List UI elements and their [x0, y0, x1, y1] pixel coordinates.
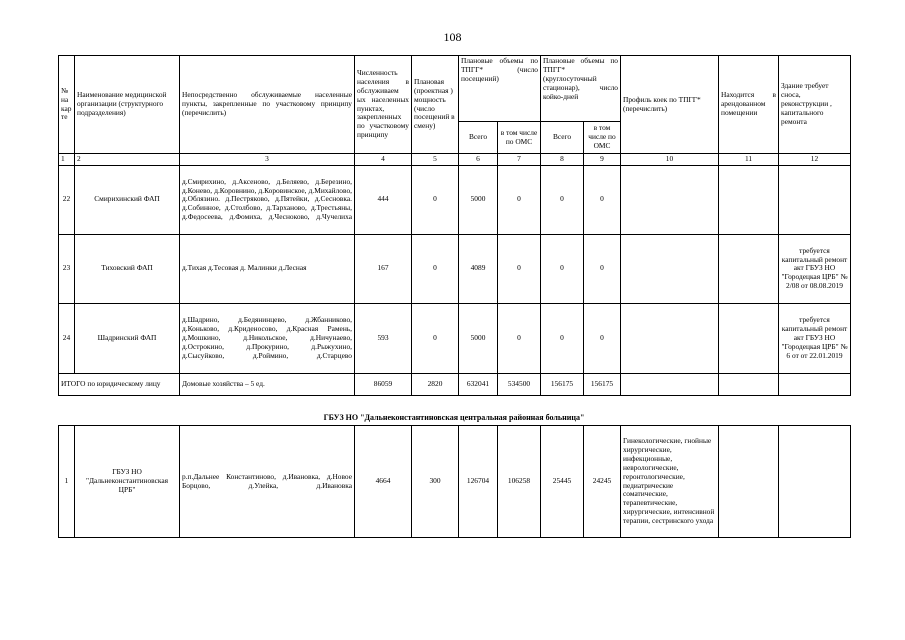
total-row — [59, 373, 851, 395]
header-col12: Здание требует сноса, реконструкции , капитального ремонта — [779, 56, 851, 154]
colnum: 1 — [59, 154, 75, 166]
row-num: 1 — [59, 426, 75, 538]
rented — [719, 303, 779, 373]
capacity: 0 — [412, 165, 459, 234]
header-col4: Численность населения в обслуживаем ых населенных пунктах, закрепленных по участковому принципу — [355, 56, 412, 154]
colnum: 9 — [584, 154, 621, 166]
capacity: 0 — [412, 303, 459, 373]
bed-profile — [621, 165, 719, 234]
visits-total: 126704 — [459, 426, 498, 538]
colnum: 10 — [621, 154, 719, 166]
total-visits: 632041 — [459, 373, 498, 395]
population: 4664 — [355, 426, 412, 538]
colnum: 4 — [355, 154, 412, 166]
facility-name: ГБУЗ НО "Дальнеконстантиновская ЦРБ" — [75, 426, 180, 538]
header-beds-total: Всего — [541, 122, 584, 154]
bed-profile: Гинекологические, гнойные хирургические, инфекционные, неврологические, геронтологические, педиатрические соматические, терапевтические, хирургические, интенсивной терапии, сестринского ухода — [621, 426, 719, 538]
facilities-table-2 — [58, 425, 851, 538]
facility-name: Шадринский ФАП — [75, 303, 180, 373]
beds-total: 0 — [541, 234, 584, 303]
bed-profile — [621, 234, 719, 303]
visits-oms: 0 — [498, 303, 541, 373]
settlements: д.Смирихино, д.Аксеново, д.Беляево, д.Березино, д.Конево, д.Коровнино, д.Коровинское, д.Михайлово, д.Облязино. д.Пестряково, д.Пятейки, д.Сесновка. д.Собинное, д.Столбово, д.Тарханово, д.Трестьяны, д.Федосеева, д.Фомиха, д.Чесноково, д.Чучелиха — [180, 165, 355, 234]
empty-cell — [779, 373, 851, 395]
total-label: ИТОГО по юридическому лицу — [59, 373, 180, 395]
table-row — [59, 165, 851, 234]
repair-status: требуется капитальный ремонт акт ГБУЗ НО "Городецкая ЦРБ" № 2/08 от 08.08.2019 — [779, 234, 851, 303]
population: 167 — [355, 234, 412, 303]
header-visits-total: Всего — [459, 122, 498, 154]
colnum: 7 — [498, 154, 541, 166]
capacity: 0 — [412, 234, 459, 303]
beds-oms: 24245 — [584, 426, 621, 538]
column-numbers-row — [59, 154, 851, 166]
total-points: Домовые хозяйства – 5 ед. — [180, 373, 355, 395]
facility-name: Смирихинский ФАП — [75, 165, 180, 234]
settlements: р.п.Дальнее Константиново, д.Ивановка, д.Новое Борцово, д.Улейка, д.Ивановка — [180, 426, 355, 538]
settlements: д.Тихая д.Тесовая д. Малинки д.Лесная — [180, 234, 355, 303]
facilities-table — [58, 55, 851, 396]
population: 593 — [355, 303, 412, 373]
total-beds: 156175 — [541, 373, 584, 395]
colnum: 2 — [75, 154, 180, 166]
table-row — [59, 234, 851, 303]
beds-total: 25445 — [541, 426, 584, 538]
row-num: 24 — [59, 303, 75, 373]
table-row — [59, 426, 851, 538]
header-col11: Находится в арендованном помещении — [719, 56, 779, 154]
colnum: 8 — [541, 154, 584, 166]
visits-total: 5000 — [459, 303, 498, 373]
colnum: 3 — [180, 154, 355, 166]
visits-oms: 0 — [498, 165, 541, 234]
header-col5: Плановая (проектная ) мощность (число посещений в смену) — [412, 56, 459, 154]
header-col1: № на кар те — [59, 56, 75, 154]
header-visits-oms: в том числе по ОМС — [498, 122, 541, 154]
visits-oms: 106258 — [498, 426, 541, 538]
table-row — [59, 303, 851, 373]
header-beds-oms: в том числе по ОМС — [584, 122, 621, 154]
facility-name: Тиховский ФАП — [75, 234, 180, 303]
capacity: 300 — [412, 426, 459, 538]
beds-oms: 0 — [584, 303, 621, 373]
beds-oms: 0 — [584, 165, 621, 234]
beds-total: 0 — [541, 165, 584, 234]
colnum: 5 — [412, 154, 459, 166]
header-col2: Наименование медицинской организации (структурного подразделения) — [75, 56, 180, 154]
header-col10: Профиль коек по ТПГГ* (перечислить) — [621, 56, 719, 154]
total-population: 86059 — [355, 373, 412, 395]
empty-cell — [719, 373, 779, 395]
rented — [719, 165, 779, 234]
total-visits-oms: 534500 — [498, 373, 541, 395]
visits-oms: 0 — [498, 234, 541, 303]
colnum: 12 — [779, 154, 851, 166]
settlements: д.Шадрино, д.Бедянинцево, д.Жбанниково, д.Коньково, д.Криденосово, д.Красная Рамень, д.Мошкино, д.Никольское, д.Ничунаево, д.Острокино, д.Прокурино, д.Рыжухино, д.Сысуйково, д.Роймино, д.Старцево — [180, 303, 355, 373]
visits-total: 5000 — [459, 165, 498, 234]
row-num: 23 — [59, 234, 75, 303]
header-col89: Плановые объемы по ТПГГ* (круглосуточный стационар), число койко-дней — [541, 56, 621, 122]
row-num: 22 — [59, 165, 75, 234]
repair-status: требуется капитальный ремонт акт ГБУЗ НО "Городецкая ЦРБ" № 6 от от 22.01.2019 — [779, 303, 851, 373]
header-col67: Плановые объемы по ТПГГ* (число посещений) — [459, 56, 541, 122]
visits-total: 4089 — [459, 234, 498, 303]
beds-oms: 0 — [584, 234, 621, 303]
beds-total: 0 — [541, 303, 584, 373]
total-capacity: 2820 — [412, 373, 459, 395]
colnum: 11 — [719, 154, 779, 166]
rented — [719, 426, 779, 538]
header-col3: Непосредственно обслуживаемые населенные пункты, закрепленные по участковому принципу (перечислить) — [180, 56, 355, 154]
bed-profile — [621, 303, 719, 373]
repair-status — [779, 426, 851, 538]
colnum: 6 — [459, 154, 498, 166]
total-beds-oms: 156175 — [584, 373, 621, 395]
repair-status — [779, 165, 851, 234]
empty-cell — [621, 373, 719, 395]
section-title: ГБУЗ НО "Дальнеконстантиновская центральная районная больница" — [323, 413, 585, 422]
rented — [719, 234, 779, 303]
page-number: 108 — [443, 30, 462, 44]
population: 444 — [355, 165, 412, 234]
